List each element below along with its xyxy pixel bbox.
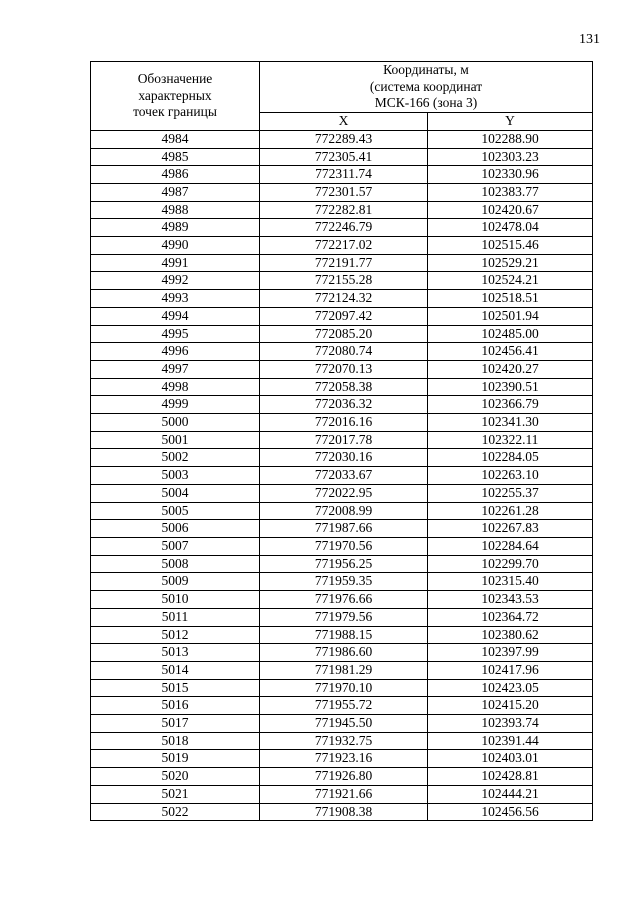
y-coordinate-cell: 102255.37 (428, 484, 593, 502)
y-coordinate-cell: 102515.46 (428, 237, 593, 255)
point-id-cell: 5003 (91, 467, 260, 485)
y-coordinate-cell: 102423.05 (428, 679, 593, 697)
y-coordinate-cell: 102524.21 (428, 272, 593, 290)
y-coordinate-cell: 102284.05 (428, 449, 593, 467)
y-coordinate-cell: 102366.79 (428, 396, 593, 414)
table-row (91, 484, 593, 502)
y-coordinate-cell: 102444.21 (428, 785, 593, 803)
x-coordinate-cell: 772080.74 (260, 343, 428, 361)
point-header-line-2: характерных (138, 87, 212, 103)
y-coordinate-cell: 102415.20 (428, 697, 593, 715)
point-id-cell: 5009 (91, 573, 260, 591)
point-id-cell: 4984 (91, 130, 260, 148)
x-coordinate-cell: 772008.99 (260, 502, 428, 520)
x-coordinate-cell: 772301.57 (260, 183, 428, 201)
table-row (91, 573, 593, 591)
y-coordinate-cell: 102343.53 (428, 591, 593, 609)
coordinates-header (260, 62, 593, 113)
point-id-cell: 4988 (91, 201, 260, 219)
y-coordinate-cell: 102403.01 (428, 750, 593, 768)
point-id-cell: 4995 (91, 325, 260, 343)
x-coordinate-cell: 771970.10 (260, 679, 428, 697)
y-coordinate-cell: 102397.99 (428, 644, 593, 662)
point-id-cell: 4998 (91, 378, 260, 396)
x-coordinate-cell: 772097.42 (260, 307, 428, 325)
y-coordinate-cell: 102393.74 (428, 715, 593, 733)
y-coordinate-cell: 102288.90 (428, 130, 593, 148)
table-row (91, 644, 593, 662)
point-id-cell: 5012 (91, 626, 260, 644)
y-coordinate-cell: 102391.44 (428, 732, 593, 750)
point-id-cell: 5006 (91, 520, 260, 538)
point-id-cell: 5022 (91, 803, 260, 821)
x-coordinate-cell: 771979.56 (260, 608, 428, 626)
point-id-cell: 5005 (91, 502, 260, 520)
y-coordinate-cell: 102428.81 (428, 768, 593, 786)
y-coordinate-cell: 102383.77 (428, 183, 593, 201)
table-row (91, 360, 593, 378)
table-row (91, 148, 593, 166)
y-coordinate-cell: 102456.56 (428, 803, 593, 821)
y-coordinate-cell: 102341.30 (428, 414, 593, 432)
y-coordinate-cell: 102364.72 (428, 608, 593, 626)
x-coordinate-cell: 772036.32 (260, 396, 428, 414)
coords-header-line-1: Координаты, м (383, 62, 469, 77)
table-row (91, 520, 593, 538)
x-coordinate-cell: 771956.25 (260, 555, 428, 573)
table-row (91, 290, 593, 308)
x-coordinate-cell: 771970.56 (260, 537, 428, 555)
table-row (91, 201, 593, 219)
y-coordinate-cell: 102456.41 (428, 343, 593, 361)
point-id-cell: 5011 (91, 608, 260, 626)
x-coordinate-cell: 772289.43 (260, 130, 428, 148)
table-row (91, 785, 593, 803)
point-id-cell: 4986 (91, 166, 260, 184)
point-id-cell: 4992 (91, 272, 260, 290)
point-id-cell: 5014 (91, 661, 260, 679)
table-row (91, 343, 593, 361)
table-row (91, 608, 593, 626)
x-coordinate-cell: 771959.35 (260, 573, 428, 591)
table-row (91, 414, 593, 432)
table-row (91, 697, 593, 715)
table-row (91, 679, 593, 697)
x-coordinate-cell: 771926.80 (260, 768, 428, 786)
y-coordinate-cell: 102380.62 (428, 626, 593, 644)
x-coordinate-cell: 771921.66 (260, 785, 428, 803)
x-coordinate-cell: 771945.50 (260, 715, 428, 733)
table-row (91, 732, 593, 750)
point-id-cell: 5019 (91, 750, 260, 768)
y-coordinate-cell: 102263.10 (428, 467, 593, 485)
y-coordinate-cell: 102261.28 (428, 502, 593, 520)
point-id-cell: 5018 (91, 732, 260, 750)
table-row (91, 130, 593, 148)
point-id-cell: 5015 (91, 679, 260, 697)
table-row (91, 378, 593, 396)
x-coordinate-cell: 772022.95 (260, 484, 428, 502)
x-coordinate-cell: 772246.79 (260, 219, 428, 237)
table-row (91, 237, 593, 255)
table-row (91, 449, 593, 467)
point-id-cell: 5008 (91, 555, 260, 573)
x-coordinate-cell: 772085.20 (260, 325, 428, 343)
point-designation-header (91, 62, 260, 131)
table-row (91, 396, 593, 414)
point-id-cell: 4994 (91, 307, 260, 325)
x-coordinate-cell: 772305.41 (260, 148, 428, 166)
table-row (91, 537, 593, 555)
x-coordinate-cell: 772016.16 (260, 414, 428, 432)
point-id-cell: 5000 (91, 414, 260, 432)
y-coordinate-cell: 102420.67 (428, 201, 593, 219)
x-coordinate-cell: 772191.77 (260, 254, 428, 272)
x-coordinate-cell: 772017.78 (260, 431, 428, 449)
y-coordinate-cell: 102299.70 (428, 555, 593, 573)
coords-header-line-2: (система координат (369, 78, 483, 94)
table-row (91, 626, 593, 644)
point-id-cell: 5001 (91, 431, 260, 449)
y-coordinate-cell: 102501.94 (428, 307, 593, 325)
y-coordinate-cell: 102330.96 (428, 166, 593, 184)
x-coordinate-cell: 771986.60 (260, 644, 428, 662)
x-coordinate-cell: 772070.13 (260, 360, 428, 378)
point-id-cell: 4997 (91, 360, 260, 378)
y-coordinate-cell: 102322.11 (428, 431, 593, 449)
point-header-line-3: точек границы (133, 104, 217, 120)
point-id-cell: 5002 (91, 449, 260, 467)
y-coordinate-cell: 102518.51 (428, 290, 593, 308)
point-id-cell: 5010 (91, 591, 260, 609)
x-coordinate-cell: 771923.16 (260, 750, 428, 768)
table-row (91, 715, 593, 733)
point-id-cell: 5016 (91, 697, 260, 715)
point-id-cell: 4985 (91, 148, 260, 166)
x-coordinate-cell: 772311.74 (260, 166, 428, 184)
table-row (91, 219, 593, 237)
x-coordinate-cell: 771988.15 (260, 626, 428, 644)
x-coordinate-cell: 772155.28 (260, 272, 428, 290)
point-id-cell: 4996 (91, 343, 260, 361)
y-coordinate-cell: 102478.04 (428, 219, 593, 237)
table-row (91, 661, 593, 679)
table-row (91, 166, 593, 184)
x-coordinate-cell: 772217.02 (260, 237, 428, 255)
x-coordinate-cell: 772058.38 (260, 378, 428, 396)
point-id-cell: 4999 (91, 396, 260, 414)
table-row (91, 467, 593, 485)
table-row (91, 803, 593, 821)
y-coordinate-cell: 102529.21 (428, 254, 593, 272)
x-coordinate-cell: 772124.32 (260, 290, 428, 308)
x-coordinate-cell: 772282.81 (260, 201, 428, 219)
coordinates-table (90, 61, 593, 821)
point-id-cell: 4990 (91, 237, 260, 255)
coords-header-line-3: МСК-166 (зона 3) (374, 95, 478, 111)
x-coordinate-cell: 771955.72 (260, 697, 428, 715)
y-coordinate-cell: 102420.27 (428, 360, 593, 378)
x-coordinate-cell: 772030.16 (260, 449, 428, 467)
point-id-cell: 5007 (91, 537, 260, 555)
point-id-cell: 4993 (91, 290, 260, 308)
point-id-cell: 5020 (91, 768, 260, 786)
point-header-line-1: Обозначение (137, 70, 213, 86)
y-coordinate-cell: 102315.40 (428, 573, 593, 591)
x-coordinate-cell: 771908.38 (260, 803, 428, 821)
table-row (91, 325, 593, 343)
table-row (91, 591, 593, 609)
table-row (91, 768, 593, 786)
point-id-cell: 4989 (91, 219, 260, 237)
table-row (91, 431, 593, 449)
point-id-cell: 5021 (91, 785, 260, 803)
y-coordinate-cell: 102284.64 (428, 537, 593, 555)
table-row (91, 307, 593, 325)
y-coordinate-cell: 102303.23 (428, 148, 593, 166)
table-row (91, 272, 593, 290)
point-id-cell: 5017 (91, 715, 260, 733)
table-row (91, 254, 593, 272)
point-id-cell: 4987 (91, 183, 260, 201)
x-coordinate-cell: 771981.29 (260, 661, 428, 679)
y-coordinate-cell: 102417.96 (428, 661, 593, 679)
table-row (91, 750, 593, 768)
point-id-cell: 4991 (91, 254, 260, 272)
table-body (91, 130, 593, 820)
table-row (91, 502, 593, 520)
x-coordinate-cell: 771976.66 (260, 591, 428, 609)
point-id-cell: 5013 (91, 644, 260, 662)
table-row (91, 183, 593, 201)
table-row (91, 555, 593, 573)
x-coordinate-cell: 771987.66 (260, 520, 428, 538)
table-header (91, 62, 593, 131)
y-column-header: Y (428, 113, 593, 131)
point-id-cell: 5004 (91, 484, 260, 502)
x-coordinate-cell: 771932.75 (260, 732, 428, 750)
y-coordinate-cell: 102485.00 (428, 325, 593, 343)
x-column-header: X (260, 113, 428, 131)
y-coordinate-cell: 102390.51 (428, 378, 593, 396)
x-coordinate-cell: 772033.67 (260, 467, 428, 485)
page-number: 131 (579, 32, 600, 47)
y-coordinate-cell: 102267.83 (428, 520, 593, 538)
